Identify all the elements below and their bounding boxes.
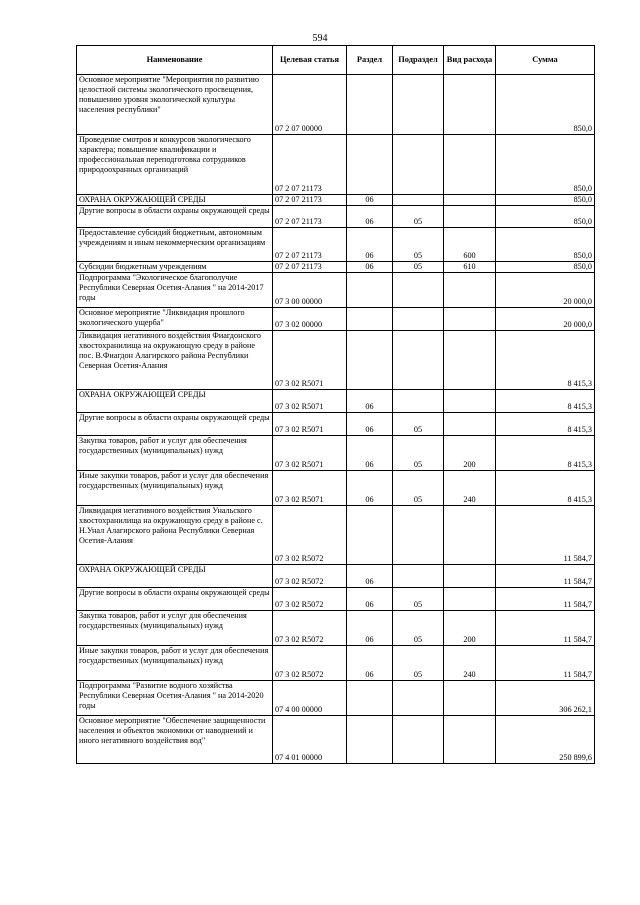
- row-expense-type: 200: [444, 436, 496, 471]
- row-name: Закупка товаров, работ и услуг для обеспечения государственных (муниципальных) нужд: [77, 611, 273, 646]
- row-expense-type: [444, 206, 496, 228]
- row-subsection: [393, 135, 444, 195]
- row-name: Подпрограмма "Развитие водного хозяйства Республики Северная Осетия-Алания " на 2014-2020 годы: [77, 681, 273, 716]
- row-name: Основное мероприятие "Обеспечение защищенности населения и объектов экономики от наводнений и иного негативного воздействия вод": [77, 716, 273, 764]
- row-section: [347, 716, 393, 764]
- row-code: 07 2 07 00000: [273, 75, 347, 135]
- row-amount: 8 415,3: [496, 471, 595, 506]
- row-subsection: [393, 75, 444, 135]
- header-amount: Сумма: [496, 46, 595, 75]
- row-code: 07 3 02 R5072: [273, 506, 347, 565]
- page-number: 594: [312, 33, 328, 44]
- table-row: [77, 273, 595, 308]
- row-amount: 850,0: [496, 262, 595, 273]
- row-amount: 20 000,0: [496, 273, 595, 308]
- row-expense-type: 600: [444, 228, 496, 262]
- row-section: [347, 135, 393, 195]
- row-expense-type: 200: [444, 611, 496, 646]
- row-amount: 8 415,3: [496, 390, 595, 413]
- row-code: 07 3 02 R5072: [273, 565, 347, 588]
- row-amount: 11 584,7: [496, 611, 595, 646]
- row-section: 06: [347, 565, 393, 588]
- header-expense-type: Вид расхода: [444, 46, 496, 75]
- row-amount: 11 584,7: [496, 565, 595, 588]
- table-row: [77, 565, 595, 588]
- row-section: [347, 308, 393, 331]
- table-header-row: [77, 46, 595, 75]
- row-amount: 11 584,7: [496, 588, 595, 611]
- row-expense-type: 240: [444, 471, 496, 506]
- table-row: [77, 588, 595, 611]
- row-subsection: 05: [393, 262, 444, 273]
- table-row: [77, 195, 595, 206]
- row-code: 07 3 02 R5071: [273, 471, 347, 506]
- table-row: [77, 262, 595, 273]
- row-subsection: 05: [393, 471, 444, 506]
- table-row: [77, 611, 595, 646]
- table-row: [77, 331, 595, 390]
- row-section: 06: [347, 206, 393, 228]
- table-row: [77, 228, 595, 262]
- header-subsection: Подраздел: [393, 46, 444, 75]
- table-row: [77, 413, 595, 436]
- row-section: [347, 506, 393, 565]
- row-name: Закупка товаров, работ и услуг для обеспечения государственных (муниципальных) нужд: [77, 436, 273, 471]
- row-amount: 11 584,7: [496, 646, 595, 681]
- row-subsection: 05: [393, 646, 444, 681]
- row-code: 07 4 01 00000: [273, 716, 347, 764]
- row-code: 07 3 02 R5071: [273, 436, 347, 471]
- row-section: 06: [347, 390, 393, 413]
- row-name: ОХРАНА ОКРУЖАЮЩЕЙ СРЕДЫ: [77, 390, 273, 413]
- row-section: [347, 331, 393, 390]
- row-name: Другие вопросы в области охраны окружающей среды: [77, 206, 273, 228]
- row-code: 07 3 02 R5072: [273, 646, 347, 681]
- row-section: [347, 681, 393, 716]
- row-expense-type: [444, 506, 496, 565]
- row-name: Проведение смотров и конкурсов экологического характера; повышение квалификации и профессиональная переподготовка сотрудников природоохранных организаций: [77, 135, 273, 195]
- table-row: [77, 390, 595, 413]
- row-expense-type: [444, 413, 496, 436]
- row-code: 07 3 02 R5072: [273, 588, 347, 611]
- row-section: 06: [347, 262, 393, 273]
- row-section: 06: [347, 588, 393, 611]
- table-row: [77, 75, 595, 135]
- row-code: 07 3 02 R5071: [273, 413, 347, 436]
- row-subsection: 05: [393, 611, 444, 646]
- row-section: 06: [347, 471, 393, 506]
- table-row: [77, 681, 595, 716]
- table-row: [77, 646, 595, 681]
- row-expense-type: [444, 716, 496, 764]
- row-section: 06: [347, 436, 393, 471]
- row-amount: 8 415,3: [496, 413, 595, 436]
- row-subsection: 05: [393, 206, 444, 228]
- row-expense-type: [444, 308, 496, 331]
- row-name: Иные закупки товаров, работ и услуг для обеспечения государственных (муниципальных) нужд: [77, 471, 273, 506]
- row-amount: 8 415,3: [496, 331, 595, 390]
- row-code: 07 2 07 21173: [273, 135, 347, 195]
- header-name: Наименование: [77, 46, 273, 75]
- row-code: 07 2 07 21173: [273, 262, 347, 273]
- row-subsection: [393, 308, 444, 331]
- row-subsection: [393, 716, 444, 764]
- row-amount: 20 000,0: [496, 308, 595, 331]
- row-section: 06: [347, 228, 393, 262]
- table-row: [77, 436, 595, 471]
- row-expense-type: [444, 75, 496, 135]
- row-name: Иные закупки товаров, работ и услуг для обеспечения государственных (муниципальных) нужд: [77, 646, 273, 681]
- row-expense-type: [444, 331, 496, 390]
- row-section: [347, 75, 393, 135]
- row-name: Ликвидация негативного воздействия Унальского хвостохранилища на окружающую среду в районе с. Н.Унал Алагирского района Республики Северная Осетия-Алания: [77, 506, 273, 565]
- row-amount: 8 415,3: [496, 436, 595, 471]
- row-subsection: [393, 506, 444, 565]
- row-section: 06: [347, 611, 393, 646]
- row-subsection: [393, 390, 444, 413]
- row-subsection: [393, 273, 444, 308]
- row-amount: 850,0: [496, 228, 595, 262]
- row-name: Субсидии бюджетным учреждениям: [77, 262, 273, 273]
- row-code: 07 3 02 R5071: [273, 390, 347, 413]
- row-expense-type: [444, 195, 496, 206]
- row-section: 06: [347, 646, 393, 681]
- row-name: Предоставление субсидий бюджетным, автономным учреждениям и иным некоммерческим организациям: [77, 228, 273, 262]
- row-expense-type: [444, 273, 496, 308]
- row-name: Основное мероприятие "Ликвидация прошлого экологического ущерба": [77, 308, 273, 331]
- row-code: 07 4 00 00000: [273, 681, 347, 716]
- row-amount: 850,0: [496, 75, 595, 135]
- row-subsection: [393, 195, 444, 206]
- row-name: ОХРАНА ОКРУЖАЮЩЕЙ СРЕДЫ: [77, 195, 273, 206]
- row-name: Подпрограмма "Экологическое благополучие Республики Северная Осетия-Алания " на 2014-2017 годы: [77, 273, 273, 308]
- row-amount: 250 899,6: [496, 716, 595, 764]
- row-name: Основное мероприятие "Мероприятия по развитию целостной системы экологического просвещения, повышению уровня экологической культуры населения республики": [77, 75, 273, 135]
- table-row: [77, 308, 595, 331]
- row-section: [347, 273, 393, 308]
- row-name: Ликвидация негативного воздействия Фиагдонского хвостохранилища на окружающую среду в районе пос. В.Фиагдон Алагирского района Республики Северная Осетия-Алания: [77, 331, 273, 390]
- row-subsection: 05: [393, 588, 444, 611]
- table-row: [77, 506, 595, 565]
- header-section: Раздел: [347, 46, 393, 75]
- header-code: Целевая статья: [273, 46, 347, 75]
- budget-table: [76, 45, 595, 764]
- row-code: 07 2 07 21173: [273, 206, 347, 228]
- table-row: [77, 716, 595, 764]
- row-expense-type: 240: [444, 646, 496, 681]
- row-code: 07 2 07 21173: [273, 195, 347, 206]
- row-amount: 850,0: [496, 195, 595, 206]
- table-row: [77, 135, 595, 195]
- row-subsection: 05: [393, 228, 444, 262]
- row-amount: 11 584,7: [496, 506, 595, 565]
- row-expense-type: [444, 135, 496, 195]
- row-code: 07 3 02 00000: [273, 308, 347, 331]
- row-expense-type: [444, 390, 496, 413]
- row-expense-type: 610: [444, 262, 496, 273]
- row-code: 07 3 02 R5072: [273, 611, 347, 646]
- row-section: 06: [347, 413, 393, 436]
- row-name: Другие вопросы в области охраны окружающей среды: [77, 413, 273, 436]
- row-amount: 306 262,1: [496, 681, 595, 716]
- row-name: ОХРАНА ОКРУЖАЮЩЕЙ СРЕДЫ: [77, 565, 273, 588]
- row-expense-type: [444, 588, 496, 611]
- row-subsection: 05: [393, 436, 444, 471]
- row-section: 06: [347, 195, 393, 206]
- row-expense-type: [444, 565, 496, 588]
- row-subsection: [393, 331, 444, 390]
- table-row: [77, 206, 595, 228]
- row-subsection: [393, 565, 444, 588]
- row-expense-type: [444, 681, 496, 716]
- row-name: Другие вопросы в области охраны окружающей среды: [77, 588, 273, 611]
- row-amount: 850,0: [496, 206, 595, 228]
- row-code: 07 2 07 21173: [273, 228, 347, 262]
- row-code: 07 3 00 00000: [273, 273, 347, 308]
- row-subsection: 05: [393, 413, 444, 436]
- row-subsection: [393, 681, 444, 716]
- row-amount: 850,0: [496, 135, 595, 195]
- table-row: [77, 471, 595, 506]
- row-code: 07 3 02 R5071: [273, 331, 347, 390]
